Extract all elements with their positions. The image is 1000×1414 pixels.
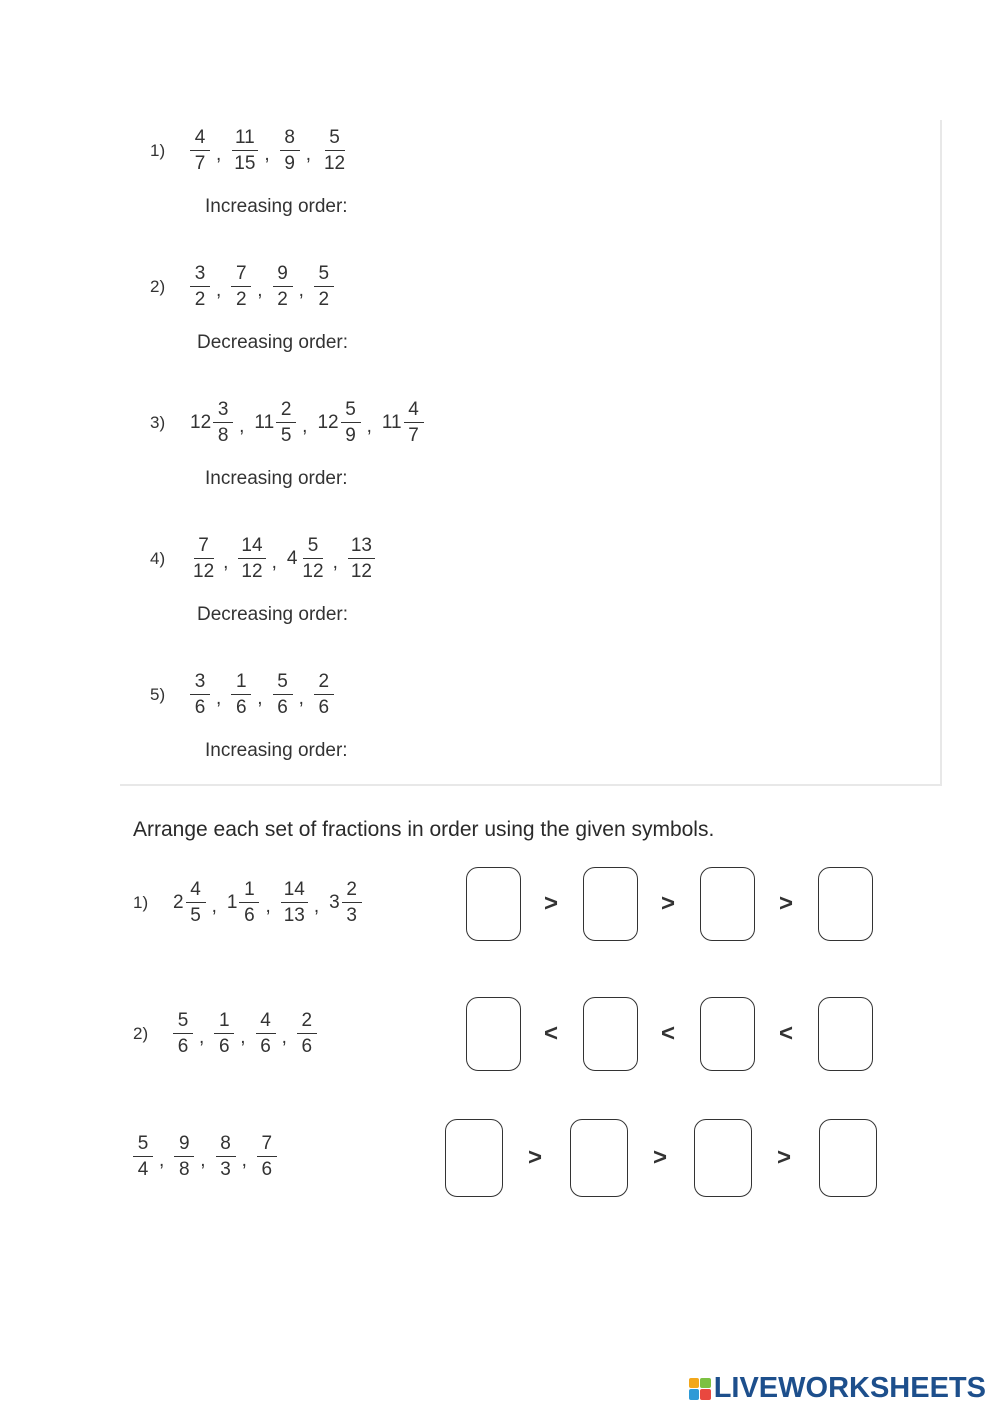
fraction: $\frac{9}{8}$ (174, 1134, 194, 1179)
fraction: $\frac{2}{6}$ (314, 672, 334, 717)
answer-box[interactable] (445, 1119, 503, 1197)
item-number: 3) (150, 412, 166, 432)
mixed-fraction: $\frac{2}{5}$ (276, 400, 296, 445)
frame-bottom-edge (120, 784, 942, 786)
item-number: 5) (150, 684, 166, 704)
fraction: $\frac{8}{9}$ (280, 128, 300, 173)
fraction: $\frac{7}{2}$ (231, 264, 251, 309)
greater-than-symbol: > (528, 1144, 543, 1171)
order-prompt: Increasing order: (205, 740, 348, 761)
answer-box[interactable] (818, 867, 873, 941)
mixed-fraction: $\frac{1}{6}$ (239, 880, 259, 925)
fraction: $\frac{5}{2}$ (314, 264, 334, 309)
item-number: 4) (150, 548, 166, 568)
greater-than-symbol: > (779, 890, 794, 917)
mixed-fraction: $\frac{4}{7}$ (404, 400, 424, 445)
s2-item-2: 2) $\frac{5}{6}$ , $\frac{1}{6}$ , $\frac{4}{6}$ , $\frac{2}{6}$ (133, 1011, 317, 1056)
greater-than-symbol: > (777, 1144, 792, 1171)
item-number: 1) (133, 892, 149, 912)
fraction: $\frac{7}{6}$ (257, 1134, 277, 1179)
less-than-symbol: < (661, 1020, 676, 1047)
answer-box[interactable] (466, 867, 521, 941)
answer-box[interactable] (570, 1119, 628, 1197)
s2-item-1: 1) 2 $\frac{4}{5}$ , 1 $\frac{1}{6}$ , $\frac{14}{13}$ , 3 $\frac{2}{3}$ (133, 880, 362, 925)
order-prompt: Increasing order: (205, 196, 348, 217)
fraction: $\frac{11}{15}$ (231, 128, 258, 173)
mixed-fraction: $\frac{2}{3}$ (342, 880, 362, 925)
s1-item-3: 3) 12 $\frac{3}{8}$ , 11 $\frac{2}{5}$ , 12 $\frac{5}{9}$ , 11 $\frac{4}{7}$ (150, 400, 424, 445)
fraction: $\frac{14}{12}$ (238, 536, 265, 581)
mixed-fraction: $\frac{5}{12}$ (302, 535, 324, 582)
mixed-fraction: $\frac{3}{8}$ (213, 400, 233, 445)
fraction: $\frac{5}{12}$ (323, 127, 346, 174)
s1-item-2: 2) $\frac{3}{2}$ , $\frac{7}{2}$ , $\frac{9}{2}$ , $\frac{5}{2}$ (150, 264, 334, 309)
fraction: $\frac{9}{2}$ (273, 264, 293, 309)
answer-box[interactable] (694, 1119, 752, 1197)
s1-item-1: 1) $\frac{4}{7}$ , $\frac{11}{15}$ , $\frac{8}{9}$ , $\frac{5}{12}$ (150, 128, 348, 173)
order-prompt: Increasing order: (205, 468, 348, 489)
s2-item-3: $\frac{5}{4}$ , $\frac{9}{8}$ , $\frac{8}{3}$ , $\frac{7}{6}$ (133, 1134, 277, 1179)
less-than-symbol: < (544, 1020, 559, 1047)
answer-box[interactable] (819, 1119, 877, 1197)
fraction: $\frac{4}{7}$ (190, 128, 210, 173)
section2-heading: Arrange each set of fractions in order using the given symbols. (133, 818, 715, 841)
answer-box[interactable] (466, 997, 521, 1071)
fraction: $\frac{14}{13}$ (281, 880, 308, 925)
answer-box[interactable] (700, 997, 755, 1071)
answer-box[interactable] (583, 997, 638, 1071)
greater-than-symbol: > (661, 890, 676, 917)
mixed-fraction: $\frac{5}{9}$ (341, 400, 361, 445)
answer-box[interactable] (583, 867, 638, 941)
mixed-fraction: $\frac{4}{5}$ (186, 880, 206, 925)
fraction: $\frac{2}{6}$ (297, 1011, 317, 1056)
less-than-symbol: < (779, 1020, 794, 1047)
item-number: 1) (150, 140, 166, 160)
fraction: $\frac{7}{12}$ (193, 535, 215, 582)
answer-box[interactable] (700, 867, 755, 941)
s1-item-4: 4) $\frac{7}{12}$ , $\frac{14}{12}$ , 4 $\frac{5}{12}$ , $\frac{13}{12}$ (150, 536, 375, 581)
greater-than-symbol: > (544, 890, 559, 917)
fraction: $\frac{5}{6}$ (273, 672, 293, 717)
logo-text: LIVEWORKSHEETS (713, 1372, 986, 1404)
item-number: 2) (150, 276, 166, 296)
fraction: $\frac{13}{12}$ (348, 536, 375, 581)
fraction: $\frac{5}{6}$ (173, 1011, 193, 1056)
item-number: 2) (133, 1023, 149, 1043)
logo-mark-icon (689, 1378, 711, 1400)
liveworksheets-logo[interactable] (689, 1372, 986, 1405)
fraction: $\frac{1}{6}$ (231, 672, 251, 717)
fraction: $\frac{3}{6}$ (190, 672, 210, 717)
fraction: $\frac{3}{2}$ (190, 264, 210, 309)
order-prompt: Decreasing order: (197, 332, 349, 353)
order-prompt: Decreasing order: (197, 604, 349, 625)
greater-than-symbol: > (653, 1144, 668, 1171)
fraction: $\frac{5}{4}$ (133, 1134, 153, 1179)
frame-right-edge (940, 120, 942, 785)
fraction: $\frac{1}{6}$ (214, 1011, 234, 1056)
answer-box[interactable] (818, 997, 873, 1071)
fraction: $\frac{8}{3}$ (216, 1134, 236, 1179)
s1-item-5: 5) $\frac{3}{6}$ , $\frac{1}{6}$ , $\frac{5}{6}$ , $\frac{2}{6}$ (150, 672, 334, 717)
fraction: $\frac{4}{6}$ (256, 1011, 276, 1056)
